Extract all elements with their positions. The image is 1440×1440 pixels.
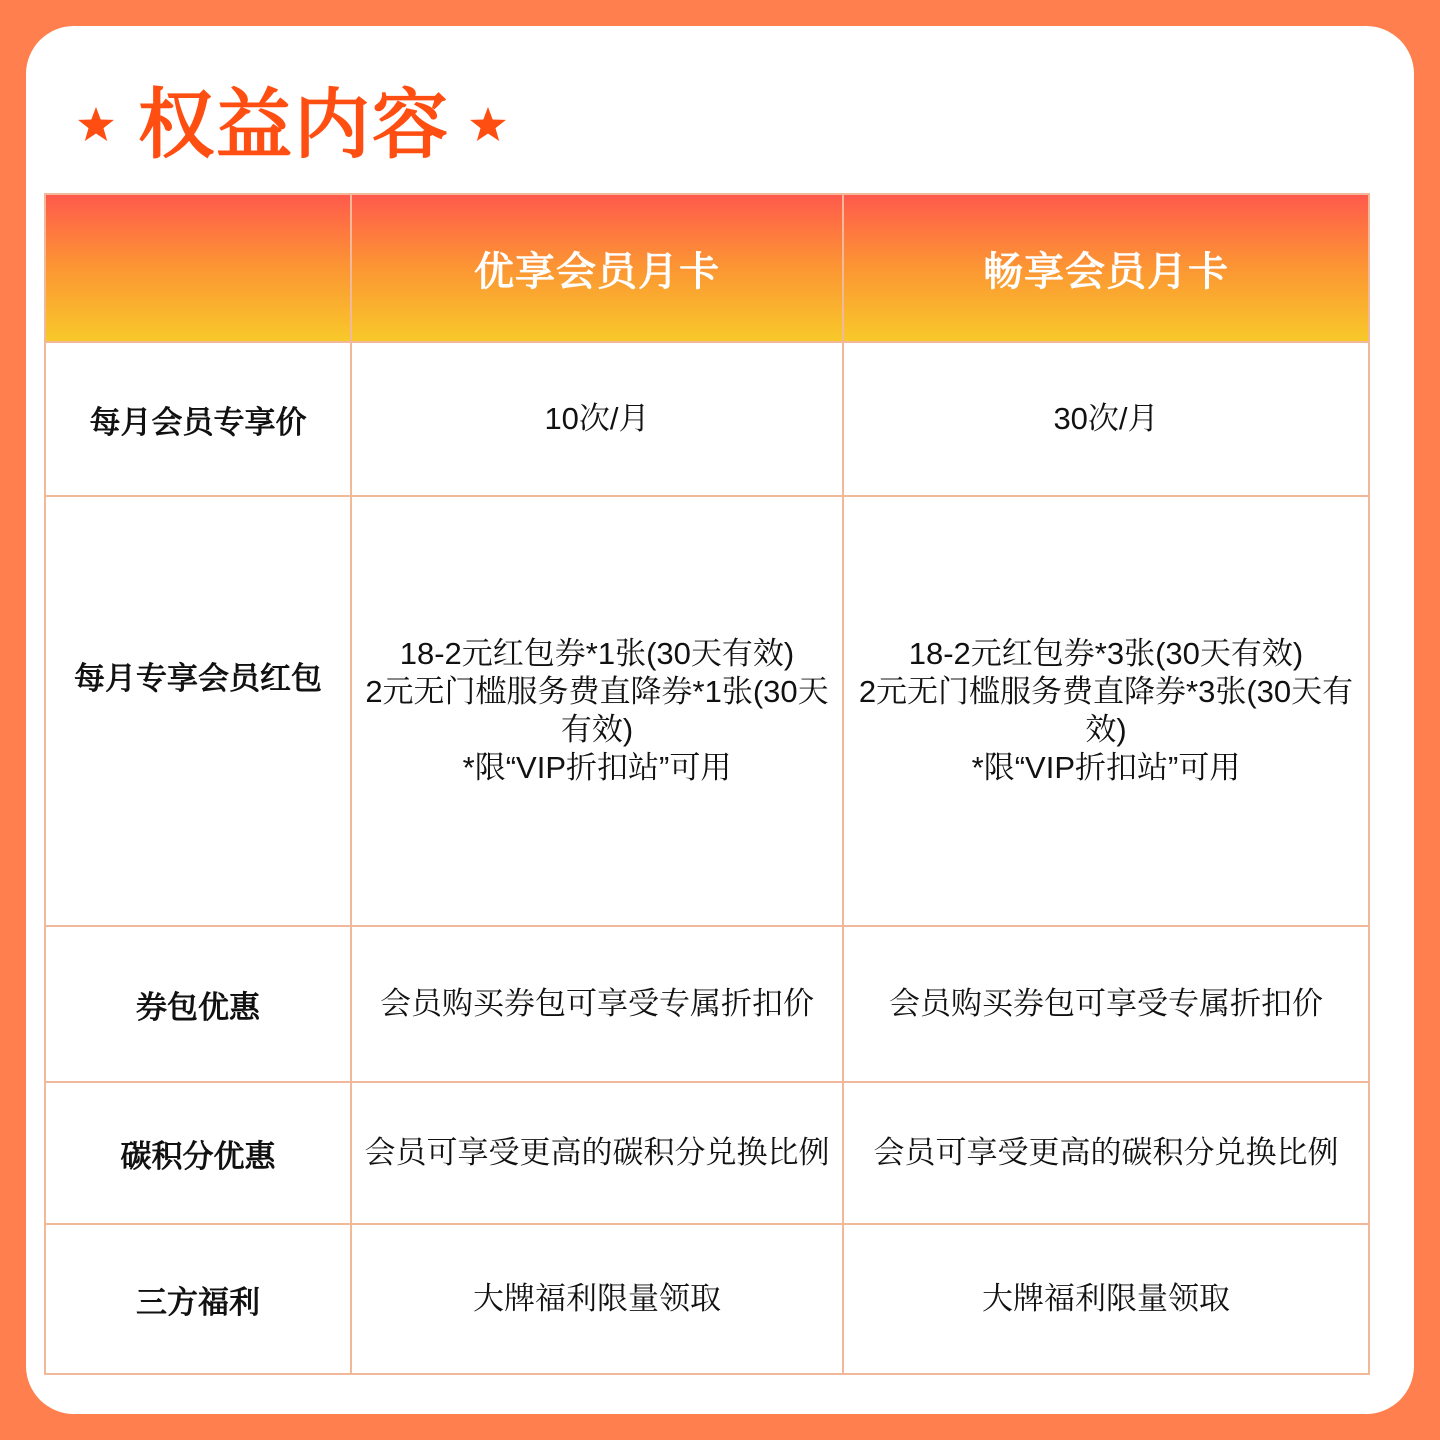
table-row [45,926,1369,1082]
plan-a-value [351,1082,843,1224]
cell-line: 效) [1085,712,1127,747]
cell-line: 18-2元红包券*3张(30天有效) [908,636,1304,671]
page-title: 权益内容 [138,80,450,169]
plan-b-value [843,496,1369,926]
table-row [45,1082,1369,1224]
row-label: 碳积分优惠 [45,1082,351,1224]
header-cell-empty [45,194,351,342]
plan-b-value [843,1224,1369,1374]
cell-line: 会员购买券包可享受专属折扣价 [380,986,814,1021]
star-icon [76,105,116,145]
cell-line: 有效) [560,712,634,747]
header-plan-youxiang: 优享会员月卡 [351,194,843,342]
title-row [76,70,508,180]
plan-b-value [843,342,1369,496]
cell-line: *限“VIP折扣站”可用 [462,750,732,785]
plan-b-value [843,1082,1369,1224]
cell-line: 2元无门槛服务费直降券*3张(30天有 [858,674,1354,709]
plan-a-value [351,926,843,1082]
cell-line: 2元无门槛服务费直降券*1张(30天 [365,674,829,709]
table-header-row [45,194,1369,342]
table-row [45,1224,1369,1374]
cell-line: 大牌福利限量领取 [982,1281,1230,1316]
star-icon [468,105,508,145]
row-label: 每月专享会员红包 [45,496,351,926]
cell-line: 30次/月 [1053,401,1159,436]
cell-line: 会员可享受更高的碳积分兑换比例 [364,1135,830,1170]
plan-a-value [351,1224,843,1374]
header-plan-changxiang: 畅享会员月卡 [843,194,1369,342]
cell-line: 会员购买券包可享受专属折扣价 [889,986,1323,1021]
cell-line: 18-2元红包券*1张(30天有效) [399,636,795,671]
row-label: 三方福利 [45,1224,351,1374]
table-row [45,342,1369,496]
plan-b-value [843,926,1369,1082]
table-row [45,496,1369,926]
benefits-table [44,193,1370,1375]
plan-a-value [351,342,843,496]
cell-line: *限“VIP折扣站”可用 [971,750,1241,785]
row-label: 券包优惠 [45,926,351,1082]
plan-a-value [351,496,843,926]
cell-line: 大牌福利限量领取 [473,1281,721,1316]
cell-line: 10次/月 [544,401,650,436]
cell-line: 会员可享受更高的碳积分兑换比例 [873,1135,1339,1170]
row-label: 每月会员专享价 [45,342,351,496]
